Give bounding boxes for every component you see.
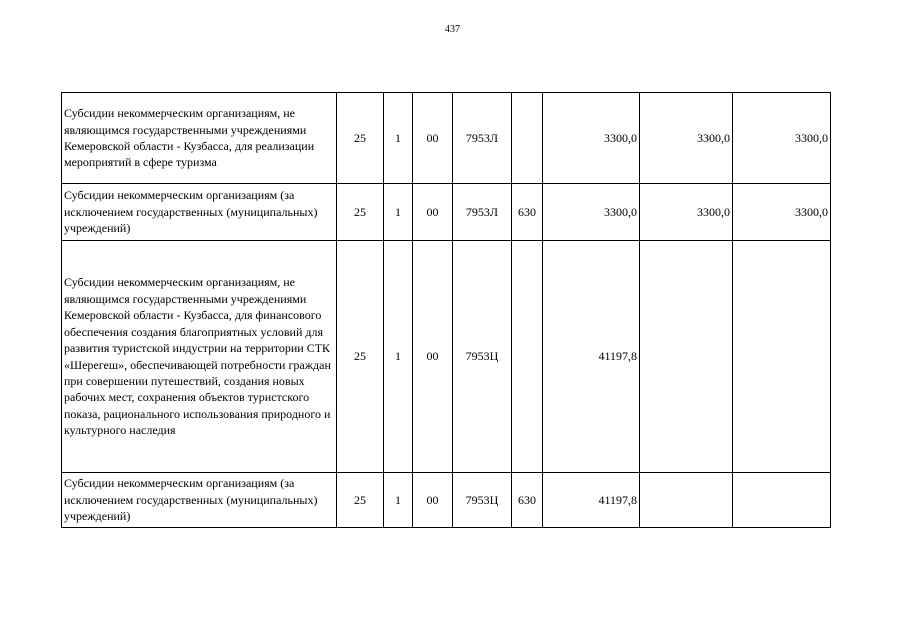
row-value-3 bbox=[733, 241, 831, 473]
row-program: 00 bbox=[413, 184, 453, 241]
page-number: 437 bbox=[445, 24, 460, 35]
row-value-1: 41197,8 bbox=[543, 473, 640, 528]
row-value-2: 3300,0 bbox=[640, 93, 733, 184]
table-row bbox=[62, 241, 831, 473]
row-program: 00 bbox=[413, 93, 453, 184]
row-value-1: 3300,0 bbox=[543, 93, 640, 184]
row-section: 25 bbox=[337, 473, 384, 528]
row-target: 7953Л bbox=[453, 93, 512, 184]
row-name: Субсидии некоммерческим организациям, не являющимся государственными учреждениями Кемеровской области - Кузбасса, для реализации мероприятий в сфере туризма bbox=[62, 93, 337, 184]
row-section: 25 bbox=[337, 184, 384, 241]
row-target: 7953Ц bbox=[453, 241, 512, 473]
row-expense-type bbox=[512, 93, 543, 184]
budget-table bbox=[61, 92, 831, 528]
table-row bbox=[62, 473, 831, 528]
row-expense-type: 630 bbox=[512, 473, 543, 528]
row-program: 00 bbox=[413, 473, 453, 528]
row-value-1: 3300,0 bbox=[543, 184, 640, 241]
row-value-3 bbox=[733, 473, 831, 528]
row-program: 00 bbox=[413, 241, 453, 473]
row-subsection: 1 bbox=[384, 473, 413, 528]
row-value-3: 3300,0 bbox=[733, 93, 831, 184]
row-target: 7953Ц bbox=[453, 473, 512, 528]
table-row bbox=[62, 184, 831, 241]
row-subsection: 1 bbox=[384, 93, 413, 184]
row-value-1: 41197,8 bbox=[543, 241, 640, 473]
row-expense-type: 630 bbox=[512, 184, 543, 241]
row-name: Субсидии некоммерческим организациям, не являющимся государственными учреждениями Кемеровской области - Кузбасса, для финансового обеспечения создания благоприятных условий для развития туристской индустрии на территории СТК «Шерегеш», обеспечивающей потребности граждан при совершении путешествий, создания новых рабочих мест, сохранения объектов туристского показа, рационального использования природного и культурного наследия bbox=[62, 241, 337, 473]
row-name: Субсидии некоммерческим организациям (за исключением государственных (муниципальных) учреждений) bbox=[62, 184, 337, 241]
row-value-2 bbox=[640, 473, 733, 528]
row-value-3: 3300,0 bbox=[733, 184, 831, 241]
row-subsection: 1 bbox=[384, 184, 413, 241]
row-section: 25 bbox=[337, 93, 384, 184]
table-row bbox=[62, 93, 831, 184]
row-target: 7953Л bbox=[453, 184, 512, 241]
row-value-2 bbox=[640, 241, 733, 473]
row-subsection: 1 bbox=[384, 241, 413, 473]
row-name: Субсидии некоммерческим организациям (за исключением государственных (муниципальных) учреждений) bbox=[62, 473, 337, 528]
row-section: 25 bbox=[337, 241, 384, 473]
row-value-2: 3300,0 bbox=[640, 184, 733, 241]
row-expense-type bbox=[512, 241, 543, 473]
